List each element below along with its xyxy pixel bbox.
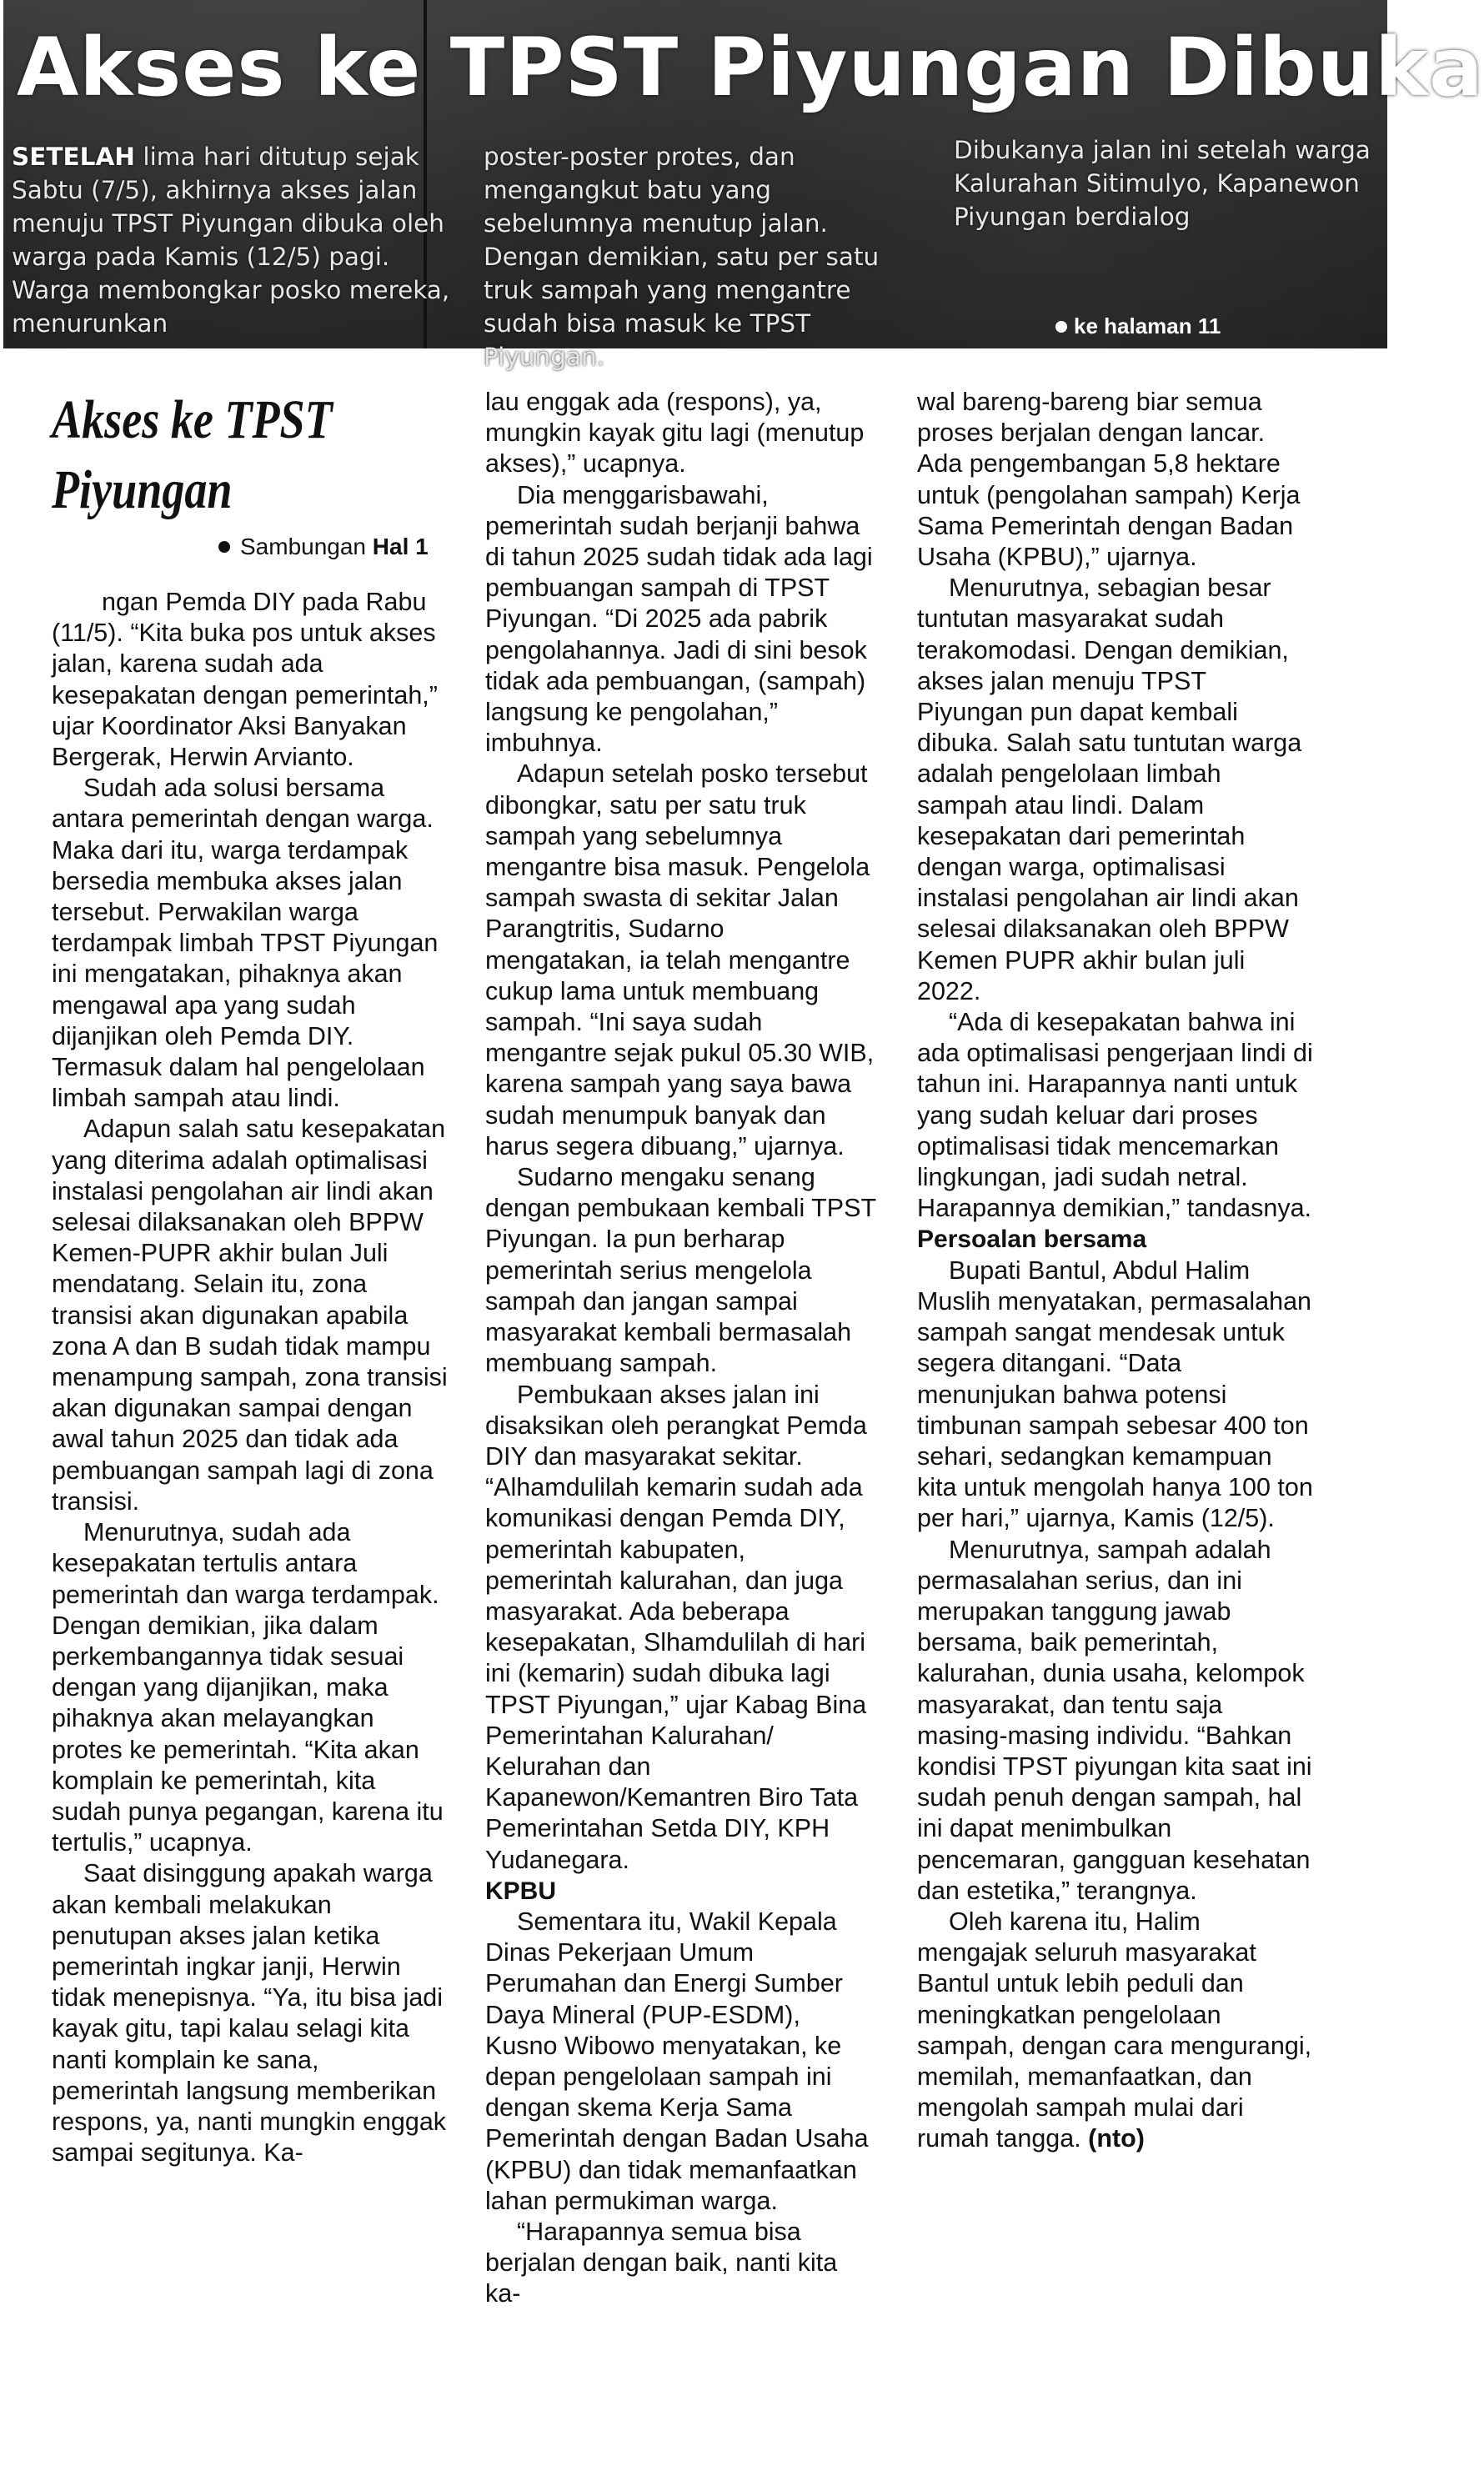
headline-banner [3, 0, 1484, 371]
paragraph: Menurutnya, sebagian besar tuntutan masyarakat sudah terakomodasi. Dengan demikian, akses jalan menuju TPST Piyungan pun dapat kembali dibuka. Salah satu tuntutan warga adalah pengelolaan limbah sampah atau lindi. Dalam kesepakatan dari pemerintah dengan warga, optimalisasi instalasi pengolahan air lindi akan selesai dilaksanakan oleh BPPW Kemen PUPR akhir bulan juli 2022. [917, 574, 1302, 1005]
paragraph: wal bareng-bareng biar semua proses berjalan dengan lancar. Ada pengembangan 5,8 hektare untuk (pengolahan sampah) Kerja Sama Pemerintah dengan Badan Usaha (KPBU),” ujarnya. [917, 388, 1301, 572]
article-column-3 [917, 387, 1316, 2155]
paragraph: “Ada di kesepakatan bahwa ini ada optimalisasi pengerjaan lindi di tahun ini. Harapannya nanti untuk yang sudah keluar dari proses optimalisasi tidak mencemarkan lingkungan, jadi sudah netral. Harapannya demikian,” tandasnya. [917, 1008, 1313, 1223]
continued-label: Sambungan [240, 534, 367, 559]
author-signoff: (nto) [1088, 2124, 1145, 2153]
subheading-kpbu: KPBU [485, 1877, 557, 1905]
banner-lead-word: SETELAH [12, 143, 135, 171]
paragraph: Adapun salah satu kesepakatan yang diterima adalah optimalisasi instalasi pengolahan air lindi akan selesai dilaksanakan oleh BPPW Kemen-PUPR akhir bulan Juli mendatang. Selain itu, zona transisi akan digunakan apabila zona A dan B sudah tidak mampu menampung sampah, zona transisi akan digunakan sampai dengan awal tahun 2025 dan tidak ada pembuangan sampah lagi di zona transisi. [52, 1115, 448, 1516]
article-column-1 [52, 587, 450, 2168]
article-title: Akses ke TPST Piyungan [52, 389, 333, 520]
paragraph: Sudarno mengaku senang dengan pembukaan kembali TPST Piyungan. Ia pun berharap pemerintah serius mengelola sampah dan jangan sampai masyarakat kembali bermasalah membuang sampah. [485, 1163, 876, 1378]
jump-text: ke halaman [1074, 313, 1192, 338]
paragraph: Saat disinggung apakah warga akan kembali melakukan penutupan akses jalan ketika pemerintah ingkar janji, Herwin tidak menepisnya. “Ya, itu bisa jadi kayak gitu, tapi kalau selagi kita nanti komplain ke sana, pemerintah langsung memberikan respons, ya, nanti mungkin enggak sampai segitunya. Ka- [52, 1859, 447, 2168]
paragraph-text: Oleh karena itu, Halim mengajak seluruh masyarakat Bantul untuk lebih peduli dan meningkatkan pengelolaan sampah, dengan cara mengurangi, memilah, memanfaatkan, dan mengolah sampah mulai dari rumah tangga. [917, 1907, 1312, 2153]
subheading-persoalan-bersama: Persoalan bersama [917, 1225, 1147, 1254]
jump-page-number: 11 [1197, 313, 1221, 338]
bullet-icon [218, 541, 230, 553]
continued-from-label [218, 532, 429, 562]
paragraph: Pembukaan akses jalan ini disaksikan oleh perangkat Pemda DIY dan masyarakat sekitar. “Alhamdulilah kemarin sudah ada komunikasi dengan Pemda DIY, pemerintah kabupaten, pemerintah kalurahan, dan juga masyarakat. Ada beberapa kesepakatan, Slhamdulilah di hari ini (kemarin) sudah dibuka lagi TPST Piyungan,” ujar Kabag Bina Pemerintahan Kalurahan/ Kelurahan dan Kapanewon/Kemantren Biro Tata Pemerintahan Setda DIY, KPH Yudanegara. [485, 1380, 867, 1874]
paragraph: lau enggak ada (respons), ya, mungkin kayak gitu lagi (menutup akses),” ucapnya. [485, 388, 865, 479]
banner-right-column: Dibukanya jalan ini setelah warga Kalurahan Sitimulyo, Kapanewon Piyungan berdialog [954, 136, 1371, 231]
banner-middle-column: poster-poster protes, dan mengangkut batu yang sebelumnya menutup jalan. Dengan demikian, satu per satu truk sampah yang mengantre sudah bisa masuk ke TPST Piyungan. [484, 143, 880, 371]
paragraph: “Harapannya semua bisa berjalan dengan baik, nanti kita ka- [485, 2217, 838, 2308]
banner-headline: Akses ke TPST Piyungan Dibuka [17, 21, 1484, 114]
article-column-2 [485, 387, 877, 2310]
banner-lead-text: lima hari ditutup sejak Sabtu (7/5), akhirnya akses jalan menuju TPST Piyungan dibuka oleh warga pada Kamis (12/5) pagi. Warga membongkar posko mereka, menurunkan [12, 143, 450, 338]
continued-page: Hal 1 [372, 534, 429, 559]
paragraph: Sementara itu, Wakil Kepala Dinas Pekerjaan Umum Perumahan dan Energi Sumber Daya Mineral (PUP-ESDM), Kusno Wibowo menyatakan, ke depan pengelolaan sampah ini dengan skema Kerja Sama Pemerintah dengan Badan Usaha (KPBU) dan tidak memanfaatkan lahan permukiman warga. [485, 1907, 869, 2215]
paragraph: ngan Pemda DIY pada Rabu (11/5). “Kita buka pos untuk akses jalan, karena sudah ada kesepakatan dengan pemerintah,” ujar Koordinator Aksi Banyakan Bergerak, Herwin Arvianto. [52, 588, 438, 772]
paragraph: Bupati Bantul, Abdul Halim Muslih menyatakan, permasalahan sampah sangat mendesak untuk segera ditangani. “Data menunjukan bahwa potensi timbunan sampah sebesar 400 ton sehari, sedangkan kemampuan kita untuk mengolah hanya 100 ton per hari,” ujarnya, Kamis (12/5). [917, 1256, 1313, 1533]
paragraph: Menurutnya, sampah adalah permasalahan serius, dan ini merupakan tanggung jawab bersama, baik pemerintah, kalurahan, dunia usaha, kelompok masyarakat, dan tentu saja masing-masing individu. “Bahkan kondisi TPST piyungan kita saat ini sudah penuh dengan sampah, hal ini dapat menimbulkan pencemaran, gangguan kesehatan dan estetika,” terangnya. [917, 1535, 1312, 1905]
paragraph: Adapun setelah posko tersebut dibongkar, satu per satu truk sampah yang sebelumnya mengantre bisa masuk. Pengelola sampah swasta di sekitar Jalan Parangtritis, Sudarno mengatakan, ia telah mengantre cukup lama untuk membuang sampah. “Ini saya sudah mengantre sejak pukul 05.30 WIB, karena sampah yang saya bawa sudah menumpuk banyak dan harus segera dibuang,” ujarnya. [485, 759, 875, 1160]
banner-lead-column [12, 140, 454, 340]
bullet-icon [1055, 321, 1067, 333]
paragraph: Sudah ada solusi bersama antara pemerintah dengan warga. Maka dari itu, warga terdampak bersedia membuka akses jalan tersebut. Perwakilan warga terdampak limbah TPST Piyungan ini mengatakan, pihaknya akan mengawal apa yang sudah dijanjikan oleh Pemda DIY. Termasuk dalam hal pengelolaan limbah sampah atau lindi. [52, 774, 439, 1113]
paragraph-last [917, 1907, 1316, 2155]
continued-on-page-link[interactable] [1055, 312, 1221, 340]
paragraph: Menurutnya, sudah ada kesepakatan tertulis antara pemerintah dan warga terdampak. Dengan demikian, jika dalam perkembangannya tidak sesuai dengan yang dijanjikan, maka pihaknya akan melayangkan protes ke pemerintah. “Kita akan komplain ke pemerintah, kita sudah punya pegangan, karena itu tertulis,” ucapnya. [52, 1518, 444, 1857]
paragraph: Dia menggarisbawahi, pemerintah sudah berjanji bahwa di tahun 2025 sudah tidak ada lagi pembuangan sampah di TPST Piyungan. “Di 2025 ada pabrik pengolahannya. Jadi di sini besok tidak ada pembuangan, (sampah) langsung ke pengolahan,” imbuhnya. [485, 480, 873, 758]
